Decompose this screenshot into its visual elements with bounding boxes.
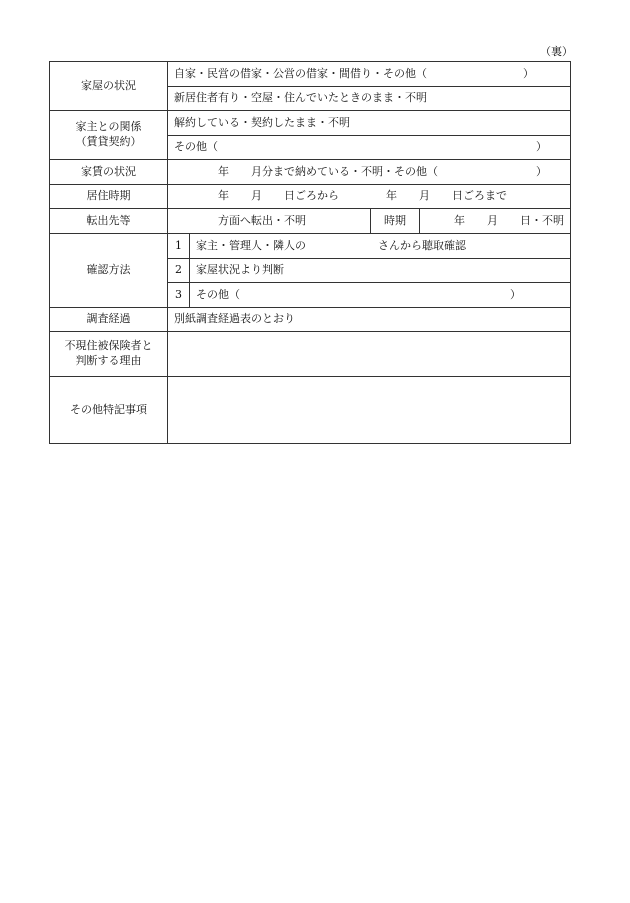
other-notes-row xyxy=(50,377,571,444)
residence-month-from: 月 xyxy=(251,189,262,203)
housing-occupancy-cell[interactable] xyxy=(168,87,571,111)
residence-period-cell[interactable] xyxy=(168,185,571,209)
residence-row xyxy=(50,185,571,209)
survey-cell[interactable] xyxy=(168,308,571,332)
confirm-item-2-text: 家屋状況より判断 xyxy=(196,263,284,277)
non-residence-form-table xyxy=(49,61,571,444)
housing-occupancy-text: 新居住者有り・空屋・住んでいたときのまま・不明 xyxy=(174,91,427,105)
moved-destination-text: 方面へ転出・不明 xyxy=(218,213,306,227)
residence-month-to: 月 xyxy=(419,189,430,203)
rent-row xyxy=(50,160,571,185)
reason-input-cell[interactable] xyxy=(168,332,571,377)
residence-day-from: 日ごろから xyxy=(284,189,339,203)
landlord-label-line1: 家主との関係 xyxy=(75,120,142,134)
confirm-item-1-text: 家主・管理人・隣人の xyxy=(196,238,306,252)
housing-label: 家屋の状況 xyxy=(50,62,168,111)
survey-text: 別紙調査経過表のとおり xyxy=(174,312,295,326)
confirm-row-1 xyxy=(50,234,571,259)
rent-status-close: ） xyxy=(536,164,547,178)
rent-status-text: 月分まで納めている・不明・その他（ xyxy=(251,164,438,178)
moved-destination-cell[interactable] xyxy=(168,209,371,234)
housing-options-cell[interactable] xyxy=(168,62,571,87)
landlord-contract-cell[interactable] xyxy=(168,111,571,136)
landlord-other-close: ） xyxy=(536,140,547,154)
confirm-item-2-number: 2 xyxy=(168,259,190,283)
housing-row-1 xyxy=(50,62,571,87)
survey-label: 調査経過 xyxy=(50,308,168,332)
landlord-label-line2: （賃貸契約） xyxy=(75,135,142,148)
moved-month-unit: 月 xyxy=(487,213,498,227)
moved-time-cell[interactable] xyxy=(420,209,571,234)
rent-year-unit: 年 xyxy=(218,164,229,178)
moved-row xyxy=(50,209,571,234)
confirm-item-3-cell[interactable] xyxy=(190,283,571,308)
residence-day-to: 日ごろまで xyxy=(452,189,507,203)
confirm-item-1-number: 1 xyxy=(168,234,190,259)
moved-time-label: 時期 xyxy=(371,209,420,234)
reason-label-line2: 判断する理由 xyxy=(75,354,142,367)
page-side-mark: （裏） xyxy=(540,45,573,58)
rent-status-cell[interactable] xyxy=(168,160,571,185)
other-notes-label: その他特記事項 xyxy=(50,377,168,444)
confirm-item-1-cell[interactable] xyxy=(190,234,571,259)
landlord-other-cell[interactable] xyxy=(168,136,571,160)
reason-label-line1: 不現住被保険者と xyxy=(64,339,153,353)
landlord-row-1 xyxy=(50,111,571,136)
residence-label: 居住時期 xyxy=(50,185,168,209)
rent-label: 家賃の状況 xyxy=(50,160,168,185)
landlord-label xyxy=(50,111,168,160)
confirm-item-2-cell[interactable] xyxy=(190,259,571,283)
confirm-item-3-close: ） xyxy=(510,287,521,301)
landlord-other-text: その他（ xyxy=(174,140,218,154)
housing-options-close: ） xyxy=(523,66,534,80)
survey-row xyxy=(50,308,571,332)
residence-year-to: 年 xyxy=(386,189,397,203)
other-notes-input-cell[interactable] xyxy=(168,377,571,444)
reason-label xyxy=(50,332,168,377)
residence-year-from: 年 xyxy=(218,189,229,203)
housing-options-text: 自家・民営の借家・公営の借家・間借り・その他（ xyxy=(174,66,427,80)
confirm-label: 確認方法 xyxy=(50,234,168,308)
moved-day-unit: 日・不明 xyxy=(520,213,564,227)
confirm-item-1-tail: さんから聴取確認 xyxy=(378,238,466,252)
confirm-item-3-number: 3 xyxy=(168,283,190,308)
moved-label: 転出先等 xyxy=(50,209,168,234)
confirm-item-3-text: その他（ xyxy=(196,287,240,301)
reason-row xyxy=(50,332,571,377)
moved-year-unit: 年 xyxy=(454,213,465,227)
landlord-contract-text: 解約している・契約したまま・不明 xyxy=(174,115,350,129)
